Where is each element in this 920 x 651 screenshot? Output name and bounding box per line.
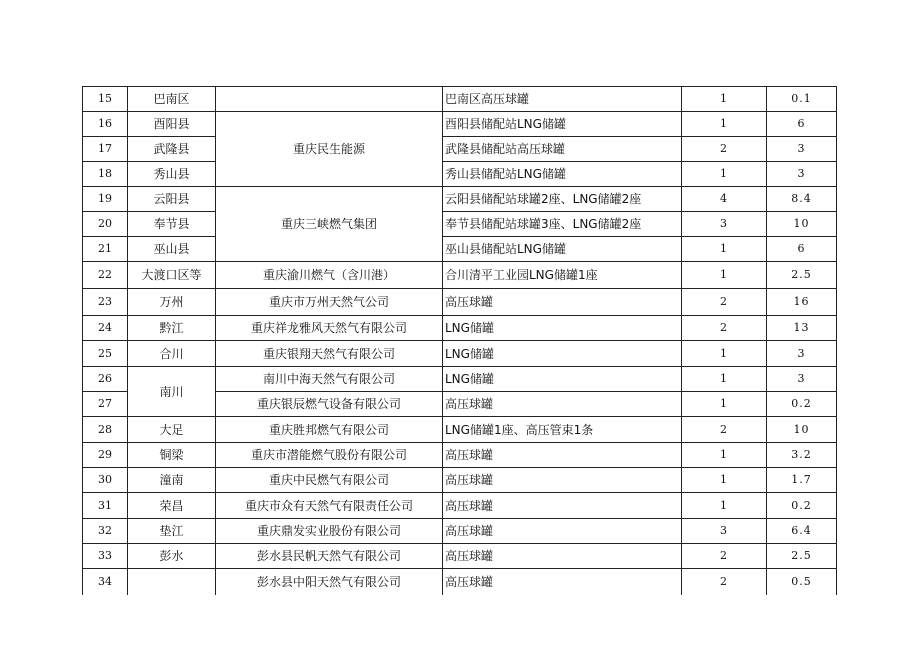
company-cell: 重庆市潜能燃气股份有限公司 xyxy=(216,443,443,468)
facility-cell: 巫山县储配站LNG储罐 xyxy=(443,237,682,262)
count-cell: 1 xyxy=(682,468,767,493)
table-row xyxy=(83,289,837,316)
company-cell: 南川中海天然气有限公司 xyxy=(216,367,443,392)
count-cell: 2 xyxy=(682,289,767,316)
facility-cell: 酉阳县储配站LNG储罐 xyxy=(443,112,682,137)
capacity-cell: 2.5 xyxy=(767,544,837,569)
count-cell: 1 xyxy=(682,237,767,262)
capacity-cell: 6 xyxy=(767,237,837,262)
count-cell: 2 xyxy=(682,316,767,341)
capacity-cell: 6.4 xyxy=(767,519,837,544)
facility-cell: LNG储罐 xyxy=(443,316,682,341)
capacity-cell: 3 xyxy=(767,162,837,187)
table-row xyxy=(83,137,837,162)
capacity-cell: 0.1 xyxy=(767,87,837,112)
capacity-cell: 16 xyxy=(767,289,837,316)
company-cell: 重庆市众有天然气有限责任公司 xyxy=(216,493,443,519)
capacity-cell: 10 xyxy=(767,417,837,443)
row-number: 16 xyxy=(83,112,128,137)
company-cell: 重庆中民燃气有限公司 xyxy=(216,468,443,493)
district-cell: 秀山县 xyxy=(128,162,216,187)
table-row xyxy=(83,493,837,519)
company-cell: 重庆银翔天然气有限公司 xyxy=(216,341,443,367)
company-cell: 重庆鼎发实业股份有限公司 xyxy=(216,519,443,544)
district-cell: 合川 xyxy=(128,341,216,367)
row-number: 23 xyxy=(83,289,128,316)
count-cell: 3 xyxy=(682,519,767,544)
facility-cell: 奉节县储配站球罐3座、LNG储罐2座 xyxy=(443,212,682,237)
district-cell: 铜梁 xyxy=(128,443,216,468)
row-number: 27 xyxy=(83,392,128,417)
facility-cell: LNG储罐 xyxy=(443,341,682,367)
table-row xyxy=(83,519,837,544)
capacity-cell: 1.7 xyxy=(767,468,837,493)
storage-table xyxy=(82,86,837,595)
company-cell: 重庆民生能源 xyxy=(216,112,443,187)
district-cell: 潼南 xyxy=(128,468,216,493)
district-cell: 奉节县 xyxy=(128,212,216,237)
row-number: 15 xyxy=(83,87,128,112)
district-cell: 万州 xyxy=(128,289,216,316)
table-row xyxy=(83,87,837,112)
company-cell xyxy=(216,87,443,112)
district-cell: 南川 xyxy=(128,367,216,417)
district-cell: 酉阳县 xyxy=(128,112,216,137)
table-row xyxy=(83,544,837,569)
capacity-cell: 13 xyxy=(767,316,837,341)
count-cell: 2 xyxy=(682,417,767,443)
count-cell: 3 xyxy=(682,212,767,237)
table-row xyxy=(83,112,837,137)
district-cell: 巴南区 xyxy=(128,87,216,112)
district-cell xyxy=(128,569,216,595)
capacity-cell: 3 xyxy=(767,341,837,367)
capacity-cell: 10 xyxy=(767,212,837,237)
count-cell: 1 xyxy=(682,87,767,112)
district-cell: 黔江 xyxy=(128,316,216,341)
count-cell: 1 xyxy=(682,162,767,187)
table-row xyxy=(83,443,837,468)
count-cell: 1 xyxy=(682,112,767,137)
district-cell: 武隆县 xyxy=(128,137,216,162)
facility-cell: 高压球罐 xyxy=(443,443,682,468)
row-number: 30 xyxy=(83,468,128,493)
facility-cell: 高压球罐 xyxy=(443,289,682,316)
capacity-cell: 3.2 xyxy=(767,443,837,468)
count-cell: 1 xyxy=(682,392,767,417)
company-cell: 重庆市万州天然气公司 xyxy=(216,289,443,316)
facility-cell: LNG储罐1座、高压管束1条 xyxy=(443,417,682,443)
facility-cell: 秀山县储配站LNG储罐 xyxy=(443,162,682,187)
capacity-cell: 8.4 xyxy=(767,187,837,212)
table-row xyxy=(83,237,837,262)
row-number: 26 xyxy=(83,367,128,392)
capacity-cell: 0.2 xyxy=(767,493,837,519)
row-number: 33 xyxy=(83,544,128,569)
company-cell: 重庆渝川燃气（含川港） xyxy=(216,262,443,289)
row-number: 34 xyxy=(83,569,128,595)
count-cell: 1 xyxy=(682,341,767,367)
company-cell: 重庆胜邦燃气有限公司 xyxy=(216,417,443,443)
facility-cell: 巴南区高压球罐 xyxy=(443,87,682,112)
table-row xyxy=(83,262,837,289)
table-row xyxy=(83,417,837,443)
district-cell: 彭水 xyxy=(128,544,216,569)
count-cell: 2 xyxy=(682,569,767,595)
facility-cell: 云阳县储配站球罐2座、LNG储罐2座 xyxy=(443,187,682,212)
district-cell: 巫山县 xyxy=(128,237,216,262)
facility-cell: 武隆县储配站高压球罐 xyxy=(443,137,682,162)
capacity-cell: 3 xyxy=(767,137,837,162)
row-number: 21 xyxy=(83,237,128,262)
table-row xyxy=(83,212,837,237)
table-row xyxy=(83,468,837,493)
table-row xyxy=(83,569,837,595)
table-row xyxy=(83,187,837,212)
district-cell: 垫江 xyxy=(128,519,216,544)
row-number: 20 xyxy=(83,212,128,237)
count-cell: 1 xyxy=(682,443,767,468)
company-cell: 彭水县中阳天然气有限公司 xyxy=(216,569,443,595)
district-cell: 大渡口区等 xyxy=(128,262,216,289)
row-number: 19 xyxy=(83,187,128,212)
capacity-cell: 0.2 xyxy=(767,392,837,417)
row-number: 18 xyxy=(83,162,128,187)
company-cell: 重庆祥龙雅风天然气有限公司 xyxy=(216,316,443,341)
table-row xyxy=(83,316,837,341)
company-cell: 重庆三峡燃气集团 xyxy=(216,187,443,262)
count-cell: 2 xyxy=(682,544,767,569)
row-number: 29 xyxy=(83,443,128,468)
table-row xyxy=(83,162,837,187)
company-cell: 彭水县民帆天然气有限公司 xyxy=(216,544,443,569)
facility-cell: 高压球罐 xyxy=(443,468,682,493)
row-number: 31 xyxy=(83,493,128,519)
district-cell: 大足 xyxy=(128,417,216,443)
facility-cell: 合川清平工业园LNG储罐1座 xyxy=(443,262,682,289)
facility-cell: 高压球罐 xyxy=(443,493,682,519)
count-cell: 1 xyxy=(682,367,767,392)
capacity-cell: 2.5 xyxy=(767,262,837,289)
count-cell: 1 xyxy=(682,493,767,519)
table-row xyxy=(83,341,837,367)
row-number: 32 xyxy=(83,519,128,544)
row-number: 25 xyxy=(83,341,128,367)
capacity-cell: 3 xyxy=(767,367,837,392)
facility-cell: 高压球罐 xyxy=(443,544,682,569)
district-cell: 荣昌 xyxy=(128,493,216,519)
row-number: 17 xyxy=(83,137,128,162)
row-number: 28 xyxy=(83,417,128,443)
facility-cell: 高压球罐 xyxy=(443,392,682,417)
facility-cell: 高压球罐 xyxy=(443,569,682,595)
capacity-cell: 6 xyxy=(767,112,837,137)
capacity-cell: 0.5 xyxy=(767,569,837,595)
row-number: 24 xyxy=(83,316,128,341)
count-cell: 1 xyxy=(682,262,767,289)
row-number: 22 xyxy=(83,262,128,289)
count-cell: 4 xyxy=(682,187,767,212)
facility-cell: LNG储罐 xyxy=(443,367,682,392)
table-row xyxy=(83,367,837,392)
count-cell: 2 xyxy=(682,137,767,162)
facility-cell: 高压球罐 xyxy=(443,519,682,544)
district-cell: 云阳县 xyxy=(128,187,216,212)
company-cell: 重庆银辰燃气设备有限公司 xyxy=(216,392,443,417)
